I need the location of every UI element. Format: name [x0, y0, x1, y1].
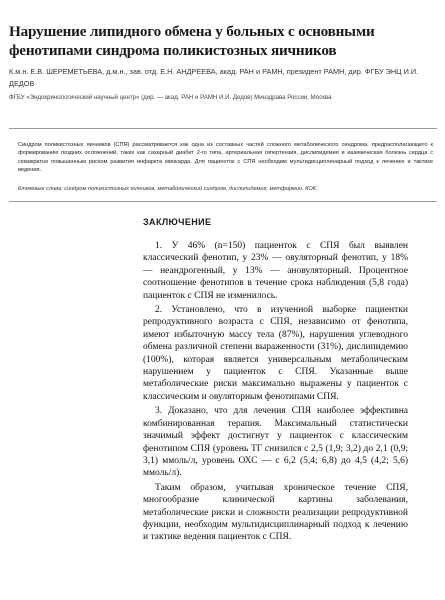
divider-top: [9, 128, 437, 129]
article-authors: К.м.н. Е.В. ШЕРЕМЕТЬЕВА, д.м.н., зав. отд. Е.Н. АНДРЕЕВА, акад. РАН и РАМН, президент РАМН, дир. ФГБУ ЭНЦ И.И. ДЕДОВ: [9, 67, 419, 88]
conclusion-paragraph: Таким образом, учитывая хроническое течение СПЯ, многообразие клинической картины заболевания, метаболические риски и сложности реализации репродуктивной функции, необходим мультидисциплинарный подход к лечению и тактике ведения пациенток с СПЯ.: [143, 482, 408, 543]
conclusion-paragraph: 2. Установлено, что в изученной выборке пациентки репродуктивного возраста с СПЯ, независимо от фенотипа, имеют избыточную массу тела (87%), нарушения углеводного обмена различной степени выраженности (31%), дислипидемию (100%), которая является универсальным метаболическим нарушением у пациенток с СПЯ. Указанные выше метаболические риски максимально выражены у пациенток с классическим и овуляторным фенотипами СПЯ.: [143, 305, 408, 402]
article-affiliation: ФГБУ «Эндокринологический научный центр» (дир. — акад. РАН и РАМН И.И. Дедов) Минздрава России, Москва: [9, 94, 332, 101]
conclusion-body: [143, 240, 408, 546]
divider-bottom: [9, 201, 437, 202]
conclusion-paragraph: 3. Доказано, что для лечения СПЯ наиболее эффективна комбинированная терапия. Максимальный статистически значимый эффект достигнут у пациенток с классическим фенотипом СПЯ (уровень ТГ снизился с 2,5 (1,9; 3,2) до 2,1 (0,9; 3,1) ммоль/л, уровень ОХС — с 6,2 (5,4; 6,8) до 4,5 (4,2; 5,6) ммоль/л).: [143, 406, 408, 479]
conclusion-heading: ЗАКЛЮЧЕНИЕ: [143, 217, 212, 227]
article-keywords: Ключевые слова: синдром поликистозных яичников, метаболический синдром, дислипидемия, метформин, КОК.: [18, 186, 318, 192]
article-title: Нарушение липидного обмена у больных с основными фенотипами синдрома поликистозных яичников: [9, 23, 375, 59]
conclusion-paragraph: 1. У 46% (n=150) пациенток с СПЯ был выявлен классический фенотип, у 23% — овуляторный фенотип, у 18% — неандрогенный, у 13% — ановуляторный. Процентное соотношение фенотипов в течение срока наблюдения (5,8 года) пациенток с СПЯ не изменилось.: [143, 241, 408, 301]
article-abstract: Синдром поликистозных яичников (СПЯ) рассматривается как одна из составных частей сложного метаболического синдрома, предрасполагающего к формированию поздних осложнений, таких как сахарный диабет 2-го типа, артериальная гипертензия, дислипидемия и ишемическая болезнь сердца с семикратно повышенным риском развития инфаркта миокарда. Для пациенток с СПЯ необходим мультидисциплинарный подход к лечению и тактике ведения.: [18, 142, 433, 173]
